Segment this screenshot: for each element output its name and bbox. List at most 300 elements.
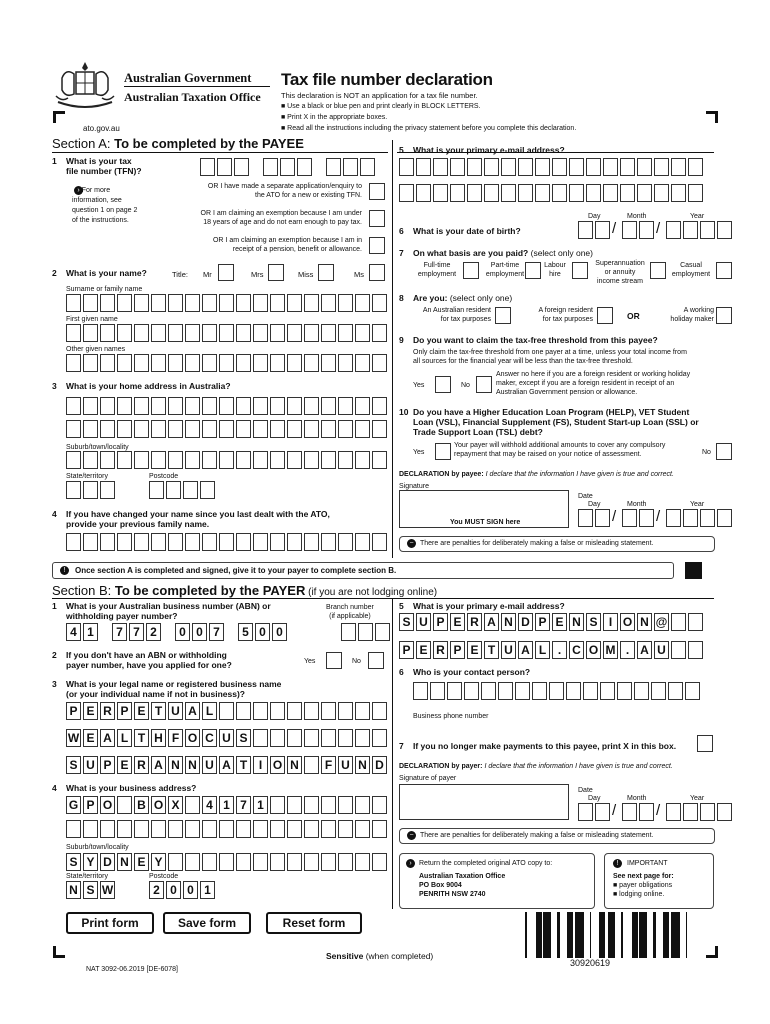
char-box[interactable]: 0 — [183, 881, 198, 899]
char-box[interactable]: P — [433, 613, 448, 631]
char-box[interactable] — [399, 158, 414, 176]
char-box[interactable] — [535, 158, 550, 176]
char-box[interactable]: U — [338, 756, 353, 774]
char-box[interactable] — [100, 420, 115, 438]
char-box[interactable]: 1 — [253, 796, 268, 814]
char-box[interactable] — [321, 354, 336, 372]
char-box[interactable] — [355, 451, 370, 469]
char-box[interactable] — [552, 158, 567, 176]
char-box[interactable]: P — [100, 756, 115, 774]
char-box[interactable] — [134, 533, 149, 551]
char-box[interactable] — [219, 451, 234, 469]
char-box[interactable] — [185, 294, 200, 312]
char-box[interactable] — [321, 702, 336, 720]
payer-signature-box[interactable] — [399, 784, 569, 820]
char-box[interactable] — [578, 803, 593, 821]
char-box[interactable] — [622, 509, 637, 527]
char-box[interactable] — [355, 397, 370, 415]
char-box[interactable] — [717, 803, 732, 821]
char-box[interactable] — [603, 184, 618, 202]
char-box[interactable] — [484, 184, 499, 202]
char-box[interactable] — [83, 420, 98, 438]
char-box[interactable] — [372, 324, 387, 342]
char-box[interactable]: 0 — [272, 623, 287, 641]
char-box[interactable] — [168, 294, 183, 312]
char-box[interactable] — [297, 158, 312, 176]
char-box[interactable] — [219, 294, 234, 312]
char-box[interactable] — [700, 509, 715, 527]
char-box[interactable] — [481, 682, 496, 700]
other-names-boxes[interactable] — [66, 354, 387, 372]
char-box[interactable]: U — [654, 641, 669, 659]
branch-boxes[interactable] — [341, 623, 390, 641]
char-box[interactable] — [270, 294, 285, 312]
char-box[interactable]: A — [185, 702, 200, 720]
payee-email-boxes-2[interactable] — [399, 184, 703, 202]
char-box[interactable] — [358, 623, 373, 641]
char-box[interactable] — [595, 221, 610, 239]
char-box[interactable] — [617, 682, 632, 700]
char-box[interactable]: S — [586, 613, 601, 631]
char-box[interactable] — [236, 420, 251, 438]
char-box[interactable] — [117, 533, 132, 551]
char-box[interactable]: 5 — [238, 623, 253, 641]
char-box[interactable] — [253, 853, 268, 871]
char-box[interactable] — [83, 397, 98, 415]
char-box[interactable]: 0 — [175, 623, 190, 641]
char-box[interactable]: R — [467, 613, 482, 631]
char-box[interactable] — [578, 221, 593, 239]
char-box[interactable]: 1 — [200, 881, 215, 899]
char-box[interactable] — [270, 533, 285, 551]
char-box[interactable] — [117, 354, 132, 372]
checkbox-foreign-resident[interactable] — [597, 307, 613, 324]
char-box[interactable] — [185, 324, 200, 342]
char-box[interactable]: T — [151, 702, 166, 720]
char-box[interactable] — [372, 397, 387, 415]
char-box[interactable] — [683, 803, 698, 821]
char-box[interactable] — [202, 420, 217, 438]
payer-email-line-1[interactable] — [399, 613, 703, 631]
char-box[interactable] — [671, 641, 686, 659]
address-boxes-1[interactable] — [66, 397, 387, 415]
char-box[interactable] — [270, 820, 285, 838]
char-box[interactable]: E — [134, 702, 149, 720]
char-box[interactable]: C — [569, 641, 584, 659]
char-box[interactable] — [168, 354, 183, 372]
char-box[interactable] — [100, 533, 115, 551]
char-box[interactable]: 7 — [129, 623, 144, 641]
char-box[interactable] — [185, 451, 200, 469]
char-box[interactable] — [166, 481, 181, 499]
char-box[interactable] — [321, 420, 336, 438]
char-box[interactable] — [683, 509, 698, 527]
char-box[interactable] — [270, 397, 285, 415]
char-box[interactable]: L — [117, 729, 132, 747]
char-box[interactable] — [355, 796, 370, 814]
char-box[interactable] — [100, 481, 115, 499]
char-box[interactable]: O — [270, 756, 285, 774]
char-box[interactable] — [586, 158, 601, 176]
char-box[interactable] — [372, 820, 387, 838]
char-box[interactable] — [637, 184, 652, 202]
char-box[interactable] — [484, 158, 499, 176]
char-box[interactable]: S — [83, 881, 98, 899]
char-box[interactable] — [134, 397, 149, 415]
char-box[interactable] — [219, 324, 234, 342]
char-box[interactable]: R — [134, 756, 149, 774]
char-box[interactable]: R — [100, 702, 115, 720]
char-box[interactable]: A — [518, 641, 533, 659]
char-box[interactable]: E — [552, 613, 567, 631]
char-box[interactable] — [372, 451, 387, 469]
char-box[interactable] — [287, 397, 302, 415]
char-box[interactable] — [355, 420, 370, 438]
suburb-boxes[interactable] — [66, 451, 387, 469]
char-box[interactable] — [185, 796, 200, 814]
char-box[interactable]: Y — [83, 853, 98, 871]
char-box[interactable]: E — [134, 853, 149, 871]
char-box[interactable]: N — [66, 881, 81, 899]
checkbox-labourhire[interactable] — [572, 262, 588, 279]
char-box[interactable]: R — [433, 641, 448, 659]
char-box[interactable]: E — [450, 613, 465, 631]
char-box[interactable] — [100, 294, 115, 312]
char-box[interactable]: 4 — [66, 623, 81, 641]
checkbox-separate-application[interactable] — [369, 183, 385, 200]
char-box[interactable] — [634, 682, 649, 700]
b-suburb-boxes[interactable] — [66, 853, 387, 871]
char-box[interactable] — [151, 324, 166, 342]
state-boxes[interactable] — [66, 481, 115, 499]
char-box[interactable]: A — [100, 729, 115, 747]
char-box[interactable] — [717, 509, 732, 527]
char-box[interactable] — [372, 533, 387, 551]
char-box[interactable] — [117, 796, 132, 814]
char-box[interactable] — [151, 420, 166, 438]
dob-day-boxes[interactable] — [578, 221, 610, 239]
char-box[interactable] — [304, 324, 319, 342]
char-box[interactable] — [372, 702, 387, 720]
char-box[interactable] — [219, 397, 234, 415]
char-box[interactable] — [338, 397, 353, 415]
char-box[interactable] — [236, 324, 251, 342]
char-box[interactable] — [202, 853, 217, 871]
char-box[interactable] — [338, 820, 353, 838]
char-box[interactable] — [666, 221, 681, 239]
char-box[interactable] — [287, 702, 302, 720]
char-box[interactable]: U — [168, 702, 183, 720]
char-box[interactable] — [66, 420, 81, 438]
char-box[interactable] — [321, 729, 336, 747]
char-box[interactable] — [671, 613, 686, 631]
char-box[interactable] — [287, 354, 302, 372]
char-box[interactable] — [66, 533, 81, 551]
char-box[interactable]: 0 — [192, 623, 207, 641]
char-box[interactable]: N — [501, 613, 516, 631]
char-box[interactable] — [430, 682, 445, 700]
char-box[interactable] — [100, 397, 115, 415]
char-box[interactable] — [217, 158, 232, 176]
char-box[interactable]: W — [67, 731, 80, 745]
payer-date-day[interactable] — [578, 803, 610, 821]
char-box[interactable] — [287, 451, 302, 469]
char-box[interactable]: L — [202, 702, 217, 720]
char-box[interactable] — [100, 324, 115, 342]
char-box[interactable]: T — [236, 756, 251, 774]
char-box[interactable]: 7 — [209, 623, 224, 641]
char-box[interactable]: M — [603, 641, 618, 659]
char-box[interactable] — [117, 294, 132, 312]
char-box[interactable] — [501, 184, 516, 202]
char-box[interactable]: A — [151, 756, 166, 774]
char-box[interactable]: D — [372, 756, 387, 774]
char-box[interactable] — [338, 451, 353, 469]
char-box[interactable] — [304, 702, 319, 720]
char-box[interactable] — [253, 294, 268, 312]
char-box[interactable] — [326, 158, 341, 176]
char-box[interactable] — [253, 354, 268, 372]
char-box[interactable] — [134, 294, 149, 312]
char-box[interactable] — [685, 682, 700, 700]
char-box[interactable] — [202, 533, 217, 551]
char-box[interactable] — [134, 451, 149, 469]
char-box[interactable]: @ — [655, 615, 668, 629]
payee-date-day[interactable] — [578, 509, 610, 527]
char-box[interactable] — [168, 451, 183, 469]
checkbox-miss[interactable] — [318, 264, 334, 281]
char-box[interactable] — [263, 158, 278, 176]
char-box[interactable] — [219, 533, 234, 551]
char-box[interactable] — [700, 221, 715, 239]
print-form-button[interactable]: Print form — [66, 912, 154, 934]
reset-form-button[interactable]: Reset form — [266, 912, 362, 934]
char-box[interactable] — [688, 184, 703, 202]
char-box[interactable] — [287, 729, 302, 747]
char-box[interactable] — [253, 702, 268, 720]
char-box[interactable] — [185, 354, 200, 372]
business-address-line-2[interactable] — [66, 820, 387, 838]
char-box[interactable]: B — [134, 796, 149, 814]
char-box[interactable] — [549, 682, 564, 700]
char-box[interactable] — [66, 354, 81, 372]
char-box[interactable] — [236, 397, 251, 415]
business-name-line-2[interactable] — [66, 729, 387, 747]
char-box[interactable] — [236, 702, 251, 720]
char-box[interactable]: E — [416, 641, 431, 659]
char-box[interactable] — [372, 294, 387, 312]
char-box[interactable] — [671, 158, 686, 176]
char-box[interactable] — [185, 420, 200, 438]
char-box[interactable] — [287, 796, 302, 814]
char-box[interactable]: U — [416, 613, 431, 631]
char-box[interactable] — [595, 803, 610, 821]
char-box[interactable] — [338, 294, 353, 312]
char-box[interactable] — [321, 533, 336, 551]
checkbox-q10-yes[interactable] — [435, 443, 451, 460]
checkbox-q10-no[interactable] — [716, 443, 732, 460]
char-box[interactable] — [355, 729, 370, 747]
char-box[interactable] — [280, 158, 295, 176]
char-box[interactable] — [83, 294, 98, 312]
char-box[interactable] — [433, 184, 448, 202]
char-box[interactable] — [372, 796, 387, 814]
char-box[interactable] — [270, 796, 285, 814]
char-box[interactable] — [321, 853, 336, 871]
checkbox-fulltime[interactable] — [463, 262, 479, 279]
char-box[interactable] — [321, 397, 336, 415]
char-box[interactable] — [355, 354, 370, 372]
char-box[interactable] — [236, 294, 251, 312]
char-box[interactable] — [532, 682, 547, 700]
char-box[interactable]: I — [253, 756, 268, 774]
char-box[interactable] — [620, 158, 635, 176]
char-box[interactable] — [338, 796, 353, 814]
checkbox-q9-no[interactable] — [476, 376, 492, 393]
char-box[interactable] — [552, 184, 567, 202]
char-box[interactable]: G — [66, 796, 81, 814]
char-box[interactable]: 0 — [166, 881, 181, 899]
char-box[interactable] — [287, 420, 302, 438]
char-box[interactable] — [620, 184, 635, 202]
char-box[interactable] — [200, 481, 215, 499]
char-box[interactable]: 1 — [219, 796, 234, 814]
char-box[interactable] — [168, 533, 183, 551]
char-box[interactable] — [413, 682, 428, 700]
dob-year-boxes[interactable] — [666, 221, 732, 239]
postcode-boxes[interactable] — [149, 481, 215, 499]
char-box[interactable] — [338, 324, 353, 342]
char-box[interactable] — [372, 729, 387, 747]
char-box[interactable]: 0 — [255, 623, 270, 641]
char-box[interactable]: S — [66, 756, 81, 774]
char-box[interactable] — [467, 158, 482, 176]
char-box[interactable] — [100, 820, 115, 838]
char-box[interactable] — [622, 221, 637, 239]
checkbox-ms[interactable] — [369, 264, 385, 281]
char-box[interactable]: D — [100, 853, 115, 871]
char-box[interactable] — [253, 451, 268, 469]
char-box[interactable]: P — [66, 702, 81, 720]
char-box[interactable] — [603, 158, 618, 176]
char-box[interactable] — [447, 682, 462, 700]
char-box[interactable] — [168, 324, 183, 342]
checkbox-no-longer-paying[interactable] — [697, 735, 713, 752]
char-box[interactable] — [236, 533, 251, 551]
char-box[interactable]: A — [219, 756, 234, 774]
char-box[interactable]: E — [117, 756, 132, 774]
char-box[interactable] — [270, 451, 285, 469]
char-box[interactable] — [287, 294, 302, 312]
char-box[interactable] — [270, 354, 285, 372]
payer-date-month[interactable] — [622, 803, 654, 821]
char-box[interactable]: U — [219, 729, 234, 747]
char-box[interactable] — [270, 729, 285, 747]
char-box[interactable] — [501, 158, 516, 176]
char-box[interactable] — [185, 853, 200, 871]
char-box[interactable] — [117, 420, 132, 438]
char-box[interactable] — [578, 509, 593, 527]
checkbox-q9-yes[interactable] — [435, 376, 451, 393]
business-name-line-1[interactable] — [66, 702, 387, 720]
char-box[interactable] — [304, 729, 319, 747]
b-state-boxes[interactable] — [66, 881, 115, 899]
char-box[interactable] — [639, 221, 654, 239]
char-box[interactable] — [66, 324, 81, 342]
char-box[interactable]: 1 — [83, 623, 98, 641]
char-box[interactable] — [66, 294, 81, 312]
business-address-line-1[interactable] — [66, 796, 387, 814]
char-box[interactable]: T — [484, 641, 499, 659]
char-box[interactable] — [304, 756, 319, 774]
checkbox-working-holiday[interactable] — [716, 307, 732, 324]
char-box[interactable] — [360, 158, 375, 176]
char-box[interactable] — [464, 682, 479, 700]
char-box[interactable]: O — [100, 796, 115, 814]
char-box[interactable]: S — [399, 613, 414, 631]
payee-email-boxes-1[interactable] — [399, 158, 703, 176]
surname-boxes[interactable] — [66, 294, 387, 312]
char-box[interactable] — [569, 184, 584, 202]
char-box[interactable] — [151, 294, 166, 312]
char-box[interactable]: N — [637, 613, 652, 631]
char-box[interactable] — [467, 184, 482, 202]
char-box[interactable]: O — [185, 729, 200, 747]
char-box[interactable] — [236, 451, 251, 469]
char-box[interactable] — [219, 354, 234, 372]
char-box[interactable]: O — [620, 613, 635, 631]
char-box[interactable] — [338, 354, 353, 372]
char-box[interactable] — [595, 509, 610, 527]
char-box[interactable] — [83, 820, 98, 838]
char-box[interactable] — [355, 533, 370, 551]
char-box[interactable] — [304, 451, 319, 469]
char-box[interactable] — [151, 820, 166, 838]
char-box[interactable] — [341, 623, 356, 641]
checkbox-mr[interactable] — [218, 264, 234, 281]
payer-email-line-2[interactable] — [399, 641, 703, 659]
char-box[interactable] — [700, 803, 715, 821]
char-box[interactable] — [651, 682, 666, 700]
char-box[interactable] — [287, 324, 302, 342]
char-box[interactable] — [117, 820, 132, 838]
char-box[interactable]: F — [168, 729, 183, 747]
char-box[interactable] — [688, 641, 703, 659]
char-box[interactable] — [321, 451, 336, 469]
checkbox-super[interactable] — [650, 262, 666, 279]
char-box[interactable]: 4 — [202, 796, 217, 814]
char-box[interactable] — [185, 533, 200, 551]
char-box[interactable] — [321, 324, 336, 342]
char-box[interactable] — [518, 184, 533, 202]
char-box[interactable] — [151, 397, 166, 415]
char-box[interactable] — [253, 820, 268, 838]
char-box[interactable]: W — [101, 883, 114, 897]
checkbox-pension[interactable] — [369, 237, 385, 254]
char-box[interactable] — [83, 481, 98, 499]
char-box[interactable]: 2 — [149, 881, 164, 899]
char-box[interactable]: U — [501, 641, 516, 659]
char-box[interactable]: 2 — [146, 623, 161, 641]
char-box[interactable] — [622, 803, 637, 821]
previous-name-boxes[interactable] — [66, 533, 387, 551]
char-box[interactable] — [134, 420, 149, 438]
char-box[interactable] — [372, 420, 387, 438]
char-box[interactable]: E — [467, 641, 482, 659]
dob-month-boxes[interactable] — [622, 221, 654, 239]
char-box[interactable] — [666, 803, 681, 821]
char-box[interactable] — [304, 420, 319, 438]
